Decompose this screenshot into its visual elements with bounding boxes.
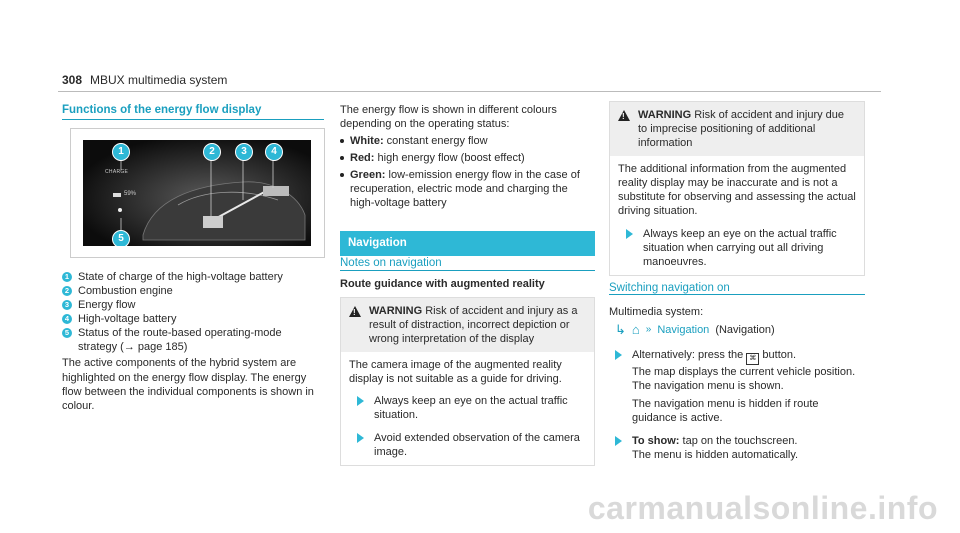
warning-step: Avoid extended observation of the camera image. <box>349 431 586 459</box>
step-alternatively: Alternatively: press the ⌘ button. The map displays the current vehicle position. The navigation menu is shown. The navigation menu is hidden if route guidance is active. <box>609 348 865 425</box>
system-label: Multimedia system: <box>609 306 704 318</box>
colours-section <box>340 103 595 211</box>
path-arrow-icon: ↳ <box>615 322 626 338</box>
warning-header: ! WARNING Risk of accident and injury as a result of distraction, incorrect depiction or wrong interpretation of the display <box>341 298 594 352</box>
map-button-icon: ⌘ <box>746 353 759 365</box>
warning-icon: ! <box>618 110 630 121</box>
step-arrow-icon <box>357 396 364 406</box>
legend-item: 3 Energy flow <box>62 298 324 312</box>
callout-5: 5 <box>112 230 130 246</box>
energy-flow-image <box>70 128 325 258</box>
step-to-show: To show: tap on the touchscreen. The menu is hidden automatically. <box>609 434 865 462</box>
warning-body: The additional information from the augmented reality display may be inaccurate and is not a substitute for observing and assessing the actual driving situation. Always keep an eye on the actual traffic situation when carrying out all driving manoeuvres. <box>618 163 856 268</box>
callout-3: 3 <box>235 143 253 161</box>
warning-header: ! WARNING Risk of accident and injury due to imprecise positioning of additional information <box>610 102 864 156</box>
heading-rule <box>62 119 324 120</box>
heading-rule <box>609 294 865 295</box>
watermark: carmanualsonline.info <box>587 490 938 527</box>
bullet-item: Green: low-emission energy flow in the case of recuperation, electric mode and charging the high-voltage battery <box>340 168 595 210</box>
legend-list <box>62 270 324 413</box>
step-arrow-icon <box>615 350 622 360</box>
navigation-link[interactable]: Navigation <box>657 324 710 337</box>
energy-flow-display <box>83 140 311 246</box>
bullet-item: White: constant energy flow <box>340 134 595 148</box>
legend-item: 2 Combustion engine <box>62 284 324 298</box>
subheading-rule <box>340 270 595 271</box>
warning-box-positioning <box>609 101 865 276</box>
menu-path: ↳ ⌂ » Navigation (Navigation) <box>615 322 775 338</box>
legend-item: 5 Status of the route-based operating-mode strategy (→ page 185) <box>62 326 324 354</box>
page-number: 308 <box>62 73 83 87</box>
colours-intro: The energy flow is shown in different colours depending on the operating status: <box>340 104 557 131</box>
switching-navigation-heading: Switching navigation on <box>609 282 730 294</box>
legend-item: 1 State of charge of the high-voltage battery <box>62 270 324 284</box>
step-arrow-icon <box>615 436 622 446</box>
home-icon: ⌂ <box>631 322 640 338</box>
charge-label: CHARGE <box>105 169 129 175</box>
route-guidance-heading: Route guidance with augmented reality <box>340 278 545 290</box>
callout-1: 1 <box>112 143 130 161</box>
notes-on-navigation-heading: Notes on navigation <box>340 257 442 269</box>
chevron-right-icon: » <box>645 323 652 335</box>
page-title: MBUX multimedia system <box>90 73 228 87</box>
warning-step: Always keep an eye on the actual traffic situation. <box>349 394 586 422</box>
step-arrow-icon <box>626 229 633 239</box>
callout-4: 4 <box>265 143 283 161</box>
warning-box-ar <box>340 297 595 466</box>
warning-body: The camera image of the augmented reality display is not suitable as a guide for driving. Always keep an eye on the actual traffic situation. Avoid extended observation of the camera image. <box>341 352 594 464</box>
bullet-item: Red: high energy flow (boost effect) <box>340 151 595 165</box>
callout-2: 2 <box>203 143 221 161</box>
warning-step: Always keep an eye on the actual traffic situation when carrying out all driving manoeuvres. <box>618 227 856 269</box>
description-paragraph: The active components of the hybrid system are highlighted on the energy flow display. The energy flow between the individual components is shown in colour. <box>62 357 314 412</box>
switching-section <box>609 305 865 462</box>
navigation-bar: Navigation <box>340 231 595 256</box>
header-rule <box>58 91 881 92</box>
warning-icon: ! <box>349 306 361 317</box>
legend-item: 4 High-voltage battery <box>62 312 324 326</box>
energy-flow-heading: Functions of the energy flow display <box>62 104 262 116</box>
step-arrow-icon <box>357 433 364 443</box>
charge-value: 59% <box>124 191 137 197</box>
